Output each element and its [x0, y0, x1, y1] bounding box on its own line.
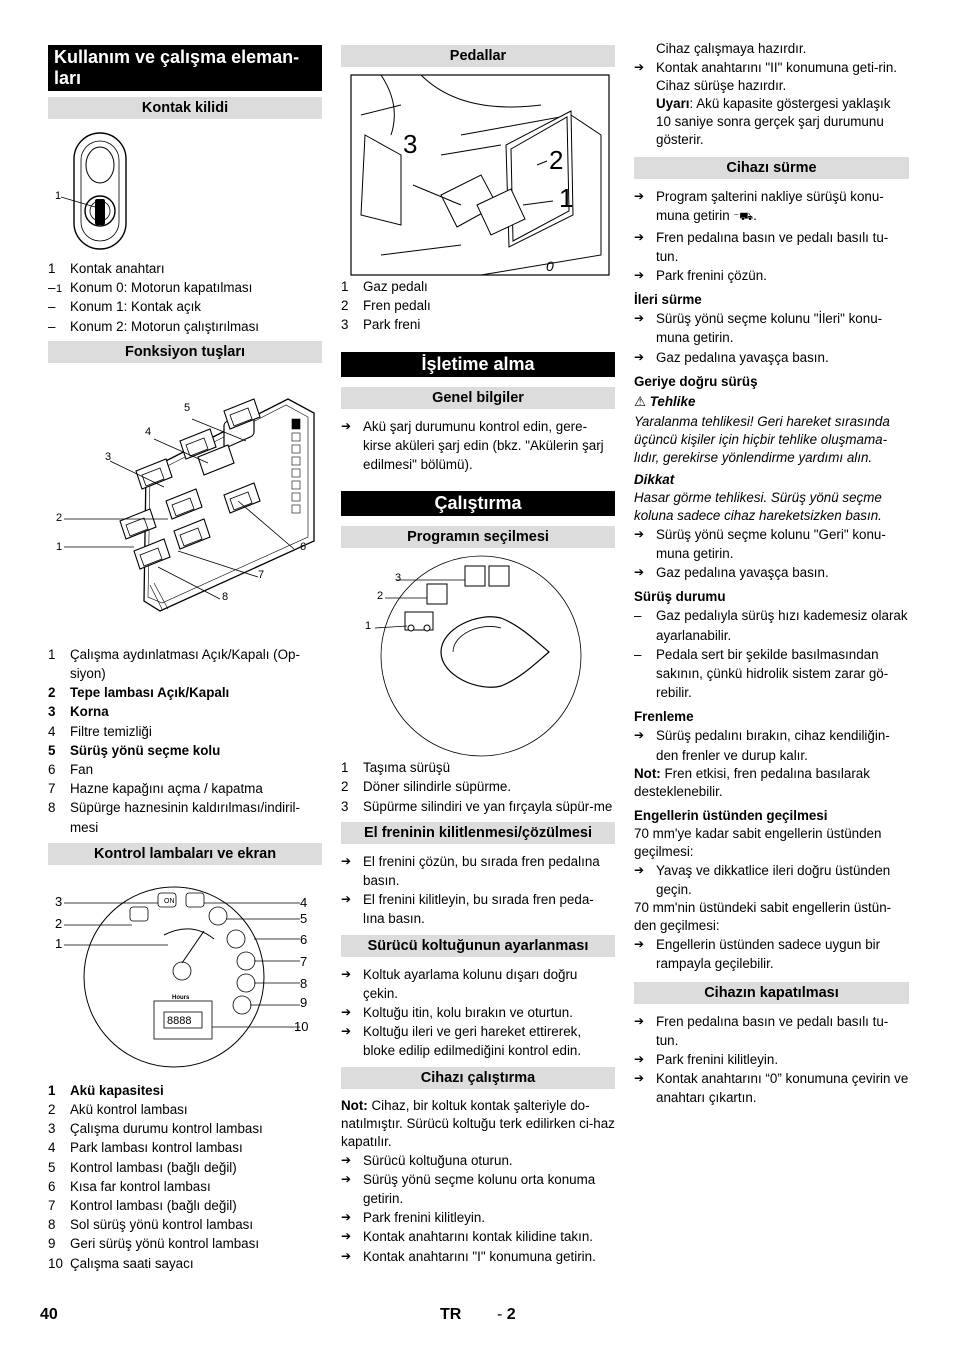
fkey-label-6: 6	[300, 540, 307, 553]
step-item: ➔ Koltuğu ileri ve geri hareket ettirerek, bloke edilip edilmediğini kontrol edin.	[341, 1024, 582, 1059]
fren-label: Frenleme	[634, 709, 694, 725]
engel-step-1	[634, 861, 909, 899]
step-item: ➔ Park frenini çözün.	[634, 268, 767, 284]
list-item: 1 Taşıma sürüşü	[341, 760, 451, 776]
ind-label-8: 8	[300, 975, 308, 991]
step-item: ➔ Sürüş yönü seçme kolunu orta konuma getirin.	[341, 1171, 596, 1207]
pedal-label-1: 1	[559, 183, 574, 213]
surme-steps	[634, 187, 909, 285]
heading-pedallar: Pedallar	[341, 45, 615, 67]
list-item: 8 Süpürge haznesinin kaldırılması/indiril-mesi	[48, 800, 300, 835]
step-item: ➔ Fren pedalına basın ve pedalı basılı tu-tun.	[634, 1013, 889, 1048]
engel-p2: 70 mm'nin üstündeki sabit engellerin üstün-den geçilmesi:	[634, 900, 892, 934]
heading-koltuk: Sürücü koltuğunun ayarlanması	[341, 935, 615, 957]
ind-label-2: 2	[55, 915, 63, 931]
list-item: 2 Tepe lambası Açık/Kapalı	[48, 685, 230, 701]
heading-el-freni: El freninin kilitlenmesi/çözülmesi	[341, 822, 615, 844]
danger-text: Yaralanma tehlikesi! Geri hareket sırasında üçüncü kişiler için hiçbir tehlike oluşmama-lıdır, gerekirse yönlendirme yardımı alın.	[634, 413, 890, 465]
prog-label-3: 3	[395, 572, 402, 585]
genel-steps	[341, 417, 615, 475]
step-item: ➔ Koltuk ayarlama kolunu dışarı doğru çekin.	[341, 966, 578, 1001]
on-label: ON	[164, 897, 175, 905]
danger-heading: ⚠ Tehlike	[634, 393, 696, 409]
step-item: ➔ Kontak anahtarını "II" konumuna geti-rin.	[634, 60, 898, 75]
column-2	[341, 45, 615, 1266]
step-item: ➔ Kontak anahtarını kontak kilidine takın.	[341, 1229, 594, 1245]
label-1: 1	[56, 283, 63, 295]
column-1	[48, 45, 322, 1273]
ind-label-4: 4	[300, 894, 308, 910]
heading-fonksiyon-tuslari: Fonksiyon tuşları	[48, 341, 322, 363]
list-item: 9 Geri sürüş yönü kontrol lambası	[48, 1236, 260, 1252]
pedal-label-2: 2	[549, 145, 564, 175]
step-item: ➔ Kontak anahtarını “0” konumuna çevirin ve anahtarı çıkartın.	[634, 1071, 909, 1106]
step-item: ➔ Akü şarj durumunu kontrol edin, gere-kirse aküleri şarj edin (bkz. "Akülerin şarj edilmesi" bölümü).	[341, 418, 604, 473]
ileri-label: İleri sürme	[634, 292, 702, 308]
fkey-label-2: 2	[56, 511, 63, 524]
list-item: 1 Gaz pedalı	[341, 279, 428, 294]
ind-label-10: 10	[294, 1018, 309, 1034]
fkey-label-8: 8	[222, 590, 229, 603]
engel-step-2	[634, 935, 909, 973]
ind-label-9: 9	[300, 994, 308, 1010]
fonksiyon-list	[48, 645, 322, 837]
list-item: 6 Kısa far kontrol lambası	[48, 1178, 211, 1194]
step-item: ➔ El frenini kilitleyin, bu sırada fren peda-lına basın.	[341, 892, 594, 927]
section-heading-calistirma: Çalıştırma	[341, 491, 615, 516]
program-list	[341, 758, 615, 816]
step-item: ➔ Sürücü koltuğuna oturun.	[341, 1152, 513, 1168]
step-item: ➔ Koltuğu itin, kolu bırakın ve oturtun.	[341, 1005, 573, 1021]
step-item: ➔ Kontak anahtarını "I" konumuna getirin.	[341, 1248, 596, 1264]
geri-steps	[634, 525, 909, 583]
engel-label: Engellerin üstünden geçilmesi	[634, 807, 828, 823]
pedals-figure	[341, 75, 615, 277]
step-item: ➔ Engellerin üstünden sadece uygun bir rampayla geçilebilir.	[634, 937, 881, 972]
step-item: ➔ Sürüş yönü seçme kolunu "Geri" konu-muna getirin.	[634, 526, 886, 562]
step-item: ➔ Fren pedalına basın ve pedalı basılı tu-tun.	[634, 229, 889, 264]
step-item: ➔ Park frenini kilitleyin.	[341, 1210, 486, 1226]
caution-text: Hasar görme tehlikesi. Sürüş yönü seçme koluna sadece cihaz hareketsizken basın.	[634, 489, 882, 523]
kapat-steps	[634, 1012, 909, 1108]
pedallar-list	[341, 277, 615, 335]
list-item: 1 Çalışma aydınlatması Açık/Kapalı (Op-siyon)	[48, 646, 300, 682]
function-keys-figure	[48, 371, 322, 641]
pedal-label-0: 0	[546, 258, 554, 274]
fkey-label-5: 5	[184, 401, 191, 414]
ind-label-5: 5	[300, 910, 308, 926]
step-item: ➔ Sürüş pedalını bırakın, cihaz kendiliğin-den frenler ve durup kalır.	[634, 728, 890, 763]
ignition-label-1: 1	[55, 190, 62, 202]
list-item: 2 Akü kontrol lambası	[48, 1102, 188, 1118]
transport-icon: ⁻⛟	[733, 211, 754, 224]
ind-label-6: 6	[300, 931, 308, 947]
pedal-label-3: 3	[403, 129, 418, 159]
ind-label-3: 3	[55, 893, 63, 909]
step-item: ➔ Yavaş ve dikkatlice ileri doğru üstünden geçin.	[634, 862, 891, 898]
list-item: – Konum 1: Kontak açık	[48, 299, 202, 315]
list-item: 2 Döner silindirle süpürme.	[341, 779, 512, 795]
list-item: 5 Kontrol lambası (bağlı değil)	[48, 1159, 237, 1175]
language-code: TR	[440, 1306, 462, 1323]
ready-text-1: Cihaz çalışmaya hazırdır.	[656, 41, 807, 56]
fkey-label-4: 4	[145, 425, 152, 438]
step-item: ➔ Sürüş yönü seçme kolunu "İleri" konu-muna getirin.	[634, 311, 883, 346]
list-item: 3 Çalışma durumu kontrol lambası	[48, 1121, 263, 1137]
list-item: 3 Park freni	[341, 317, 421, 333]
prog-label-2: 2	[377, 590, 384, 603]
fkey-label-7: 7	[258, 568, 265, 581]
list-item: 2 Fren pedalı	[341, 298, 431, 314]
kontak-list	[48, 259, 322, 336]
list-item: – Gaz pedalıyla sürüş hızı kademesiz olarak ayarlanabilir.	[634, 608, 908, 643]
kontrol-list	[48, 1081, 322, 1273]
program-figure	[341, 556, 615, 756]
engel-p1: 70 mm'ye kadar sabit engellerin üstünden geçilmesi:	[634, 825, 882, 859]
list-item: – Pedala sert bir şekilde basılmasından sakının, çünkü hidrolik sistem zarar gö-rebilir.	[634, 646, 889, 701]
prog-label-1: 1	[365, 620, 372, 633]
warning-text: Uyarı: Akü kapasite göstergesi yaklaşık 10 saniye sonra gerçek şarj durumunu gösterir.	[656, 96, 891, 148]
section-heading-controls: Kullanım ve çalışma eleman- ları	[48, 45, 322, 91]
calistir-note: Not: Cihaz, bir koltuk kontak şalteriyle do-natılmıştır. Sürücü koltuğu terk edilirken ci-haz kapatılır.	[341, 1097, 615, 1149]
calistir-steps	[341, 1151, 615, 1266]
list-item: 3 Süpürme silindiri ve yan fırçayla süpür-me	[341, 798, 613, 814]
list-item: 8 Sol sürüş yönü kontrol lambası	[48, 1217, 254, 1233]
section-heading-isletime: İşletime alma	[341, 352, 615, 377]
column-3	[634, 40, 909, 1108]
program-switch-illustration	[341, 556, 615, 756]
step-item: ➔ Program şalterini nakliye sürüşü konu-muna getirin ⁻⛟.	[634, 189, 884, 224]
geri-label: Geriye doğru sürüş	[634, 373, 758, 389]
list-item: – Konum 2: Motorun çalıştırılması	[48, 318, 260, 334]
fren-steps	[634, 726, 909, 764]
durum-list	[634, 606, 909, 702]
ready-text-2: Cihaz sürüşe hazırdır.	[656, 78, 787, 94]
hours-label: Hours	[172, 994, 190, 1001]
step-item: ➔ Park frenini kilitleyin.	[634, 1052, 779, 1068]
heading-kontak-kilidi: Kontak kilidi	[48, 97, 322, 119]
heading-genel-bilgiler: Genel bilgiler	[341, 387, 615, 409]
section-number: - 2	[497, 1306, 516, 1323]
list-item: – Konum 0: Motorun kapatılması	[48, 280, 253, 296]
fkey-label-1: 1	[56, 540, 63, 553]
list-item: 4 Park lambası kontrol lambası	[48, 1140, 243, 1156]
list-item: 1 Kontak anahtarı	[48, 261, 165, 276]
hour-counter: 8888	[167, 1014, 192, 1027]
durum-label: Sürüş durumu	[634, 589, 726, 605]
heading-kontrol-lambalari: Kontrol lambaları ve ekran	[48, 843, 322, 865]
ind-label-1: 1	[55, 935, 63, 951]
list-item: 7 Kontrol lambası (bağlı değil)	[48, 1198, 237, 1214]
fren-note: Not: Fren etkisi, fren pedalına basılarak desteklenebilir.	[634, 765, 870, 799]
list-item: 7 Hazne kapağını açma / kapatma	[48, 781, 263, 797]
heading-program: Programın seçilmesi	[341, 526, 615, 548]
list-item: 5 Sürüş yönü seçme kolu	[48, 742, 221, 758]
heading-cihazi-calistirma: Cihazı çalıştırma	[341, 1067, 615, 1089]
list-item: 4 Filtre temizliği	[48, 723, 152, 739]
heading-cihazi-surme: Cihazı sürme	[634, 157, 909, 179]
step-item: ➔ Gaz pedalına yavaşça basın.	[634, 565, 829, 581]
page-number: 40	[40, 1306, 58, 1323]
step-item: ➔ Gaz pedalına yavaşça basın.	[634, 349, 829, 365]
step-item: ➔ El frenini çözün, bu sırada fren pedalına basın.	[341, 853, 600, 889]
list-item: 1 Akü kapasitesi	[48, 1082, 164, 1098]
pedals-illustration	[341, 75, 615, 277]
koltuk-steps	[341, 965, 615, 1061]
list-item: 10 Çalışma saati sayacı	[48, 1255, 194, 1271]
caution-heading: Dikkat	[634, 471, 675, 487]
warning-triangle-icon: ⚠	[634, 393, 647, 409]
fkey-label-3: 3	[105, 450, 112, 463]
el-freni-steps	[341, 852, 615, 929]
list-item: 6 Fan	[48, 762, 94, 778]
heading-kapatilmasi: Cihazın kapatılması	[634, 982, 909, 1004]
ileri-steps	[634, 309, 909, 367]
ind-label-7: 7	[300, 953, 308, 969]
step-II	[634, 58, 909, 77]
indicator-figure	[48, 873, 322, 1081]
indicator-panel-illustration	[48, 873, 322, 1081]
list-item: 3 Korna	[48, 704, 109, 720]
